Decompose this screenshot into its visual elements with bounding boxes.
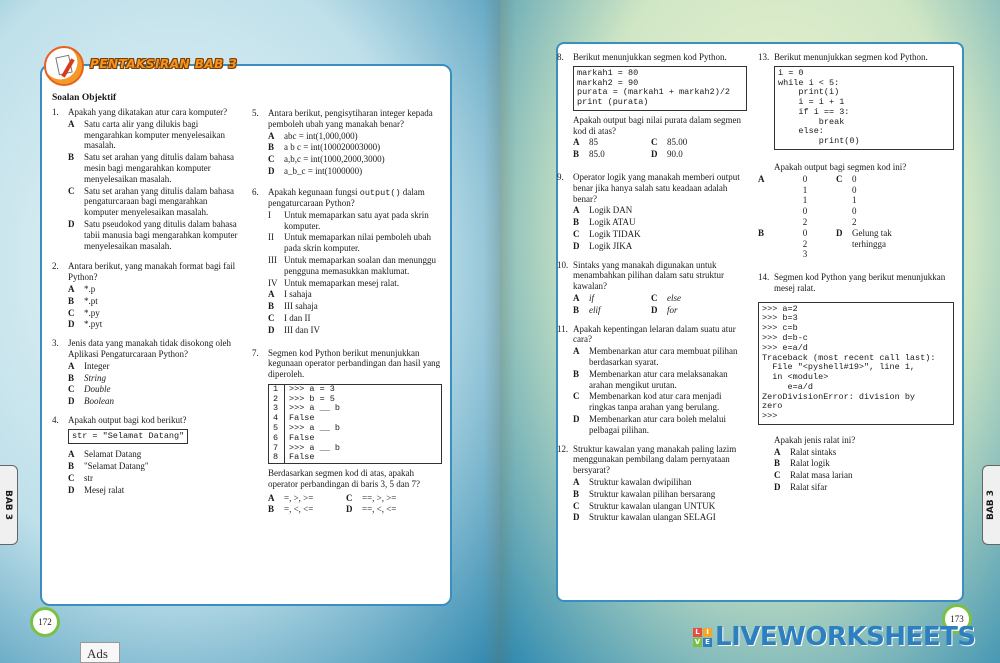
chapter-tab-right: BAB 3 bbox=[982, 465, 1000, 545]
option-c[interactable]: C Ralat masa larian bbox=[774, 470, 853, 481]
page-number-right: 173 bbox=[942, 604, 972, 634]
option-b[interactable]: B 85.0 bbox=[573, 149, 605, 160]
question-8: 8. Berikut menunjukkan segmen kod Python. markah1 = 80 markah2 = 90 purata = (markah1 + markah2)/2 print (purata) Apakah output bagi nilai purata dalam segmen kod di atas? A 85 C 85.00 B 85.0 D 90.0 bbox=[557, 52, 747, 160]
option-c[interactable]: C Satu set arahan yang ditulis dalam bahasa pengaturcaraan bagi mengarahkan komputer menyelesaikan masalah. bbox=[68, 185, 234, 218]
code-snippet: i = 0 while i < 5: print(i) i = i + 1 if i == 3: break else: print(0) bbox=[774, 66, 954, 150]
question-5: 5. Antara berikut, pengisytiharan integer kepada pemboleh ubah yang manakah benar? A abc = int(1,000,000) B a b c = int(100020003000) C a,b,c = int(1000,2000,3000) D a_b_c = int(1000000) bbox=[252, 108, 442, 177]
option-c[interactable]: C str bbox=[68, 473, 93, 484]
option-c[interactable]: C *.py bbox=[68, 307, 100, 318]
page-number-left: 172 bbox=[30, 607, 60, 637]
chapter-tab-left: BAB 3 bbox=[0, 465, 18, 545]
option-b[interactable]: B bbox=[758, 227, 765, 238]
code-snippet: str = "Selamat Datang" bbox=[68, 429, 188, 445]
question-12: 12. Struktur kawalan yang manakah paling lazim menggunakan pembilang dalam pernyataan bersyarat? A Struktur kawalan dwipilihan B Struktur kawalan pilihan bersarang C Struktur kawalan ulangan UNTUK D Struktur kawalan ulangan SELAGI bbox=[557, 444, 747, 524]
option-a[interactable]: A 85 bbox=[573, 137, 598, 148]
option-b[interactable]: B Logik ATAU bbox=[573, 217, 636, 228]
option-a[interactable]: A I sahaja bbox=[268, 289, 312, 300]
option-d[interactable]: D Struktur kawalan ulangan SELAGI bbox=[573, 512, 716, 523]
question-2: 2. Antara berikut, yang manakah format bagi fail Python? A *.p B *.pt C *.py D *.pyt bbox=[52, 261, 242, 330]
option-a[interactable]: A =, >, >= bbox=[268, 492, 314, 503]
option-b[interactable]: B "Selamat Datang" bbox=[68, 461, 149, 472]
option-d[interactable]: D ==, <, <= bbox=[346, 504, 397, 515]
option-d[interactable]: D bbox=[836, 227, 843, 238]
option-a[interactable]: A Selamat Datang bbox=[68, 449, 142, 460]
right-column-1 bbox=[557, 52, 747, 531]
section-heading: Soalan Objektif bbox=[52, 93, 117, 103]
option-c[interactable]: C bbox=[836, 173, 843, 184]
option-d[interactable]: D Logik JIKA bbox=[573, 240, 633, 251]
question-1: 1. Apakah yang dikatakan atur cara komputer? A Satu carta alir yang dilukis bagi mengarahkan komputer menyelesaikan masalah. B Satu set arahan yang ditulis dalam bahasa mesin bagi mengarahkan komputer menyelesaikan masalah. C Satu set arahan yang ditulis dalam bahasa pengaturcaraan bagi mengarahkan komputer menyelesaikan masalah. D Satu pseudokod yang ditulis dalam bahasa tabii manusia bagi mengarahkan komputer menyelesaikan masalah. bbox=[52, 107, 242, 251]
statement-i: I Untuk memaparkan satu ayat pada skrin komputer. bbox=[268, 209, 429, 231]
assessment-pencil-icon bbox=[44, 46, 84, 86]
option-d[interactable]: D Ralat sifar bbox=[774, 482, 828, 493]
option-a[interactable]: A Struktur kawalan dwipilihan bbox=[573, 476, 692, 487]
question-4: 4. Apakah output bagi kod berikut? str = "Selamat Datang" A Selamat Datang B "Selamat Datang" C str D Mesej ralat bbox=[52, 415, 242, 496]
option-a[interactable]: A if bbox=[573, 293, 595, 304]
option-a[interactable]: A Membenarkan atur cara membuat pilihan berdasarkan syarat. bbox=[573, 346, 738, 367]
option-c[interactable]: C a,b,c = int(1000,2000,3000) bbox=[268, 154, 385, 165]
option-d[interactable]: D Mesej ralat bbox=[68, 484, 125, 495]
statement-iii: III Untuk memaparkan soalan dan menunggu pengguna memasukkan maklumat. bbox=[268, 254, 436, 276]
question-10: 10. Sintaks yang manakah digunakan untuk menambahkan pilihan dalam satu struktur kawalan? A if C else B elif D for bbox=[557, 260, 747, 316]
right-column-2 bbox=[758, 52, 954, 501]
option-a[interactable]: A bbox=[758, 173, 765, 184]
option-d[interactable]: D 90.0 bbox=[651, 149, 683, 160]
option-b[interactable]: B Membenarkan atur cara melaksanakan arahan mengikut urutan. bbox=[573, 368, 728, 390]
liveworksheets-logo: L I V E LIVEWORKSHEETS bbox=[694, 622, 976, 652]
question-6: 6. Apakah kegunaan fungsi output() dalam pengaturcaraan Python? I Untuk memaparkan satu ayat pada skrin komputer. II Untuk memaparkan nilai pemboleh ubah pada skrin komputer. III Untuk memaparkan soalan dan menunggu pengguna memasukkan maklumat. IV Untuk memaparkan mesej ralat. A I sahaja B III sahaja C I dan II D III dan IV bbox=[252, 187, 442, 336]
option-a[interactable]: A Ralat sintaks bbox=[774, 446, 837, 457]
option-c[interactable]: C Membenarkan kod atur cara menjadi ringkas tanpa arahan yang berulang. bbox=[573, 391, 722, 413]
question-11: 11. Apakah kepentingan lelaran dalam suatu atur cara? A Membenarkan atur cara membuat pilihan berdasarkan syarat. B Membenarkan atur cara melaksanakan arahan mengikut urutan. C Membenarkan kod atur cara menjadi ringkas tanpa arahan yang berulang. D Membenarkan atur cara boleh melalui pelbagai pilihan. bbox=[557, 324, 747, 436]
option-d[interactable]: D Satu pseudokod yang ditulis dalam bahasa tabii manusia bagi mengarahkan komputer menyelesaikan masalah. bbox=[68, 218, 238, 251]
option-b[interactable]: B a b c = int(100020003000) bbox=[268, 142, 381, 153]
option-c[interactable]: C Double bbox=[68, 384, 111, 395]
option-a[interactable]: A abc = int(1,000,000) bbox=[268, 130, 358, 141]
question-13: 13. Berikut menunjukkan segmen kod Python. i = 0 while i < 5: print(i) i = i + 1 if i == 3: break else: print(0) Apakah output bagi segmen kod ini? A 0 C 0 1 0 1 1 0 0 2 2 B 0 D Gelung tak terhingga 2 3 bbox=[758, 52, 954, 260]
option-b[interactable]: B *.pt bbox=[68, 295, 98, 306]
option-d[interactable]: D for bbox=[651, 304, 678, 315]
option-d[interactable]: D *.pyt bbox=[68, 319, 103, 330]
option-b[interactable]: B III sahaja bbox=[268, 301, 318, 312]
question-9: 9. Operator logik yang manakah memberi output benar jika hanya salah satu keadaan adalah benar? A Logik DAN B Logik ATAU C Logik TIDAK D Logik JIKA bbox=[557, 172, 747, 252]
option-c[interactable]: C I dan II bbox=[268, 312, 311, 323]
option-d[interactable]: D Membenarkan atur cara boleh melalui pelbagai pilihan. bbox=[573, 413, 726, 435]
option-c[interactable]: C else bbox=[651, 293, 681, 304]
code-snippet: markah1 = 80 markah2 = 90 purata = (markah1 + markah2)/2 print (purata) bbox=[573, 66, 747, 111]
statement-iv: IV Untuk memaparkan mesej ralat. bbox=[268, 277, 399, 288]
option-a[interactable]: A Integer bbox=[68, 360, 110, 371]
option-b[interactable]: B elif bbox=[573, 304, 601, 315]
option-b[interactable]: B =, <, <= bbox=[268, 504, 314, 515]
question-14: 14. Segmen kod Python yang berikut menunjukkan mesej ralat. >>> a=2 >>> b=3 >>> c=b >>> d=b-c >>> e=a/d Traceback (most recent call last): File "<pyshell#19>", line 1, in <module> e=a/d ZeroDivisionError: division by zero >>> Apakah jenis ralat ini? A Ralat sintaks B Ralat logik C Ralat masa larian D Ralat sifar bbox=[758, 272, 954, 493]
option-d[interactable]: D III dan IV bbox=[268, 324, 320, 335]
error-output-block: >>> a=2 >>> b=3 >>> c=b >>> d=b-c >>> e=a/d Traceback (most recent call last): File "<pyshell#19>", line 1, in <module> e=a/d ZeroDivisionError: division by zero >>> bbox=[758, 302, 954, 425]
option-b[interactable]: B Satu set arahan yang ditulis dalam bahasa mesin bagi mengarahkan komputer menyelesaikan masalah. bbox=[68, 152, 234, 184]
option-c[interactable]: C Logik TIDAK bbox=[573, 229, 641, 240]
option-b[interactable]: B Ralat logik bbox=[774, 458, 830, 469]
option-d[interactable]: D Boolean bbox=[68, 396, 114, 407]
statement-ii: II Untuk memaparkan nilai pemboleh ubah pada skrin komputer. bbox=[268, 232, 431, 254]
left-column-2 bbox=[252, 108, 442, 523]
option-c[interactable]: C Struktur kawalan ulangan UNTUK bbox=[573, 500, 716, 511]
option-c[interactable]: C 85.00 bbox=[651, 137, 688, 148]
left-column-1 bbox=[52, 93, 242, 504]
question-3: 3. Jenis data yang manakah tidak disokong oleh Aplikasi Pengaturcaraan Python? A Integer B String C Double D Boolean bbox=[52, 338, 242, 407]
page-title: PENTAKSIRAN BAB 3 bbox=[90, 57, 238, 71]
option-b[interactable]: B String bbox=[68, 372, 107, 383]
numbered-code-block: 1 >>> a = 3 2 >>> b = 5 3 >>> a __ b 4 False 5 >>> a __ b 6 False 7 >>> a __ b 8 False bbox=[268, 384, 442, 464]
option-a[interactable]: A *.p bbox=[68, 283, 96, 294]
option-a[interactable]: A Logik DAN bbox=[573, 205, 633, 216]
option-c[interactable]: C ==, >, >= bbox=[346, 492, 397, 503]
ads-label[interactable]: Ads bbox=[80, 642, 120, 663]
option-d[interactable]: D a_b_c = int(1000000) bbox=[268, 165, 363, 176]
book-spine bbox=[484, 0, 516, 663]
question-7: 7. Segmen kod Python berikut menunjukkan kegunaan operator perbandingan dan hasil yang diperoleh. 1 >>> a = 3 2 >>> b = 5 3 >>> a __ b 4 False 5 >>> a __ b 6 False 7 >>> a __ b 8 False Berdasarkan segmen kod di atas, apakah operator perbandingan di baris 3, 5 dan 7? A =, >, >= C ==, >, >= B =, <, <= D ==, <, <= bbox=[252, 347, 441, 515]
option-b[interactable]: B Struktur kawalan pilihan bersarang bbox=[573, 488, 716, 499]
option-a[interactable]: A Satu carta alir yang dilukis bagi mengarahkan komputer menyelesaikan masalah. bbox=[68, 118, 225, 151]
